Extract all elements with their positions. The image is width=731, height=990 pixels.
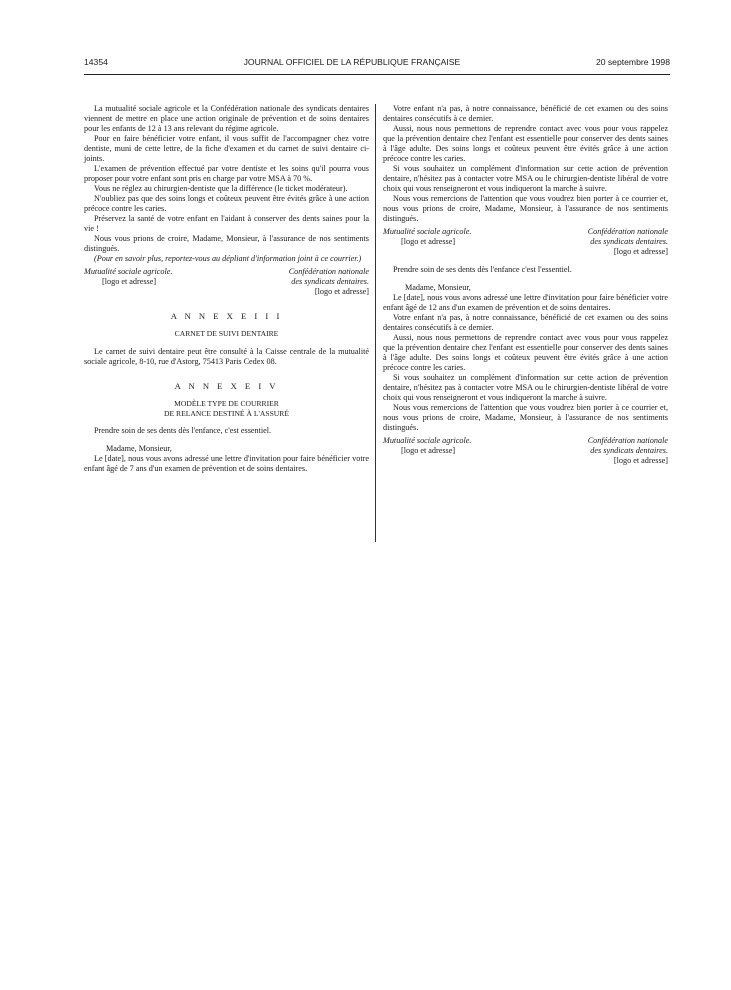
signature-org-msa: Mutualité sociale agricole. (383, 227, 472, 236)
paragraph: Préservez la santé de votre enfant en l'aidant à conserver des dents saines pour la vie ! (84, 214, 369, 233)
publication-date: 20 septembre 1998 (595, 57, 670, 67)
annex-4-title: A N N E X E I V (174, 380, 279, 391)
annex-3-title: A N N E X E I I I (170, 311, 283, 321)
journal-title: JOURNAL OFFICIEL DE LA RÉPUBLIQUE FRANÇAISE (243, 57, 461, 67)
letter-body: Le [date], nous vous avons adressé une lettre d'invitation pour faire bénéficier votre enfant âgé de 7 ans d'un examen de prévention et de soins dentaires. (84, 454, 369, 474)
signature-org-cnsd: Confédération nationale (587, 436, 668, 445)
signature-org-msa: Mutualité sociale agricole. (84, 267, 173, 276)
letter-salutation: Madame, Monsieur, (405, 283, 471, 292)
page-header (84, 57, 670, 67)
annex-3-subtitle-text: CARNET DE SUIVI DENTAIRE (174, 329, 279, 339)
paragraph: N'oubliez pas que des soins longs et coûteux peuvent être évités grâce à une action précoce contre les caries. (84, 194, 369, 213)
left-column (84, 104, 369, 474)
signature-org-cnsd: des syndicats dentaires. (291, 277, 369, 286)
signature-org-msa: Mutualité sociale agricole. (383, 436, 472, 445)
annex-4-subtitle-line: MODÈLE TYPE DE COURRIER (174, 399, 279, 409)
signature-block (84, 267, 369, 297)
annex-4-subtitle-line: DE RELANCE DESTINÉ À L'ASSURÉ (164, 408, 289, 418)
paragraph: Aussi, nous nous permettons de reprendre contact avec vous pour vous rappelez que la prévention dentaire chez l'enfant est essentielle pour conserver des dents saines à l'âge adulte. Des soins longs et coûteux peuvent être évités grâce à une action précoce contre les caries. (383, 333, 668, 372)
column-separator (375, 104, 376, 542)
signature-org-cnsd: des syndicats dentaires. (590, 446, 668, 455)
paragraph: Si vous souhaitez un complément d'information sur cette action de prévention dentaire, n'hésitez pas à contacter votre MSA ou le chirurgien-dentiste libéral de votre choix qui vous renseigneront et vous indiqueront la marche à suivre. (383, 164, 668, 193)
signature-logo-placeholder: [logo et adresse] (401, 237, 456, 246)
paragraph: Le [date], nous vous avons adressé une lettre d'invitation pour faire bénéficier votre enfant âgé de 12 ans d'un examen de prévention et de soins dentaires. (383, 293, 668, 312)
signature-logo-placeholder: [logo et adresse] (613, 247, 668, 256)
right-column (383, 104, 668, 466)
paragraph: Votre enfant n'a pas, à notre connaissance, bénéficié de cet examen ou des soins dentaires consécutifs à ce dernier. (383, 104, 668, 123)
paragraph: Pour en faire bénéficier votre enfant, il vous suffit de l'accompagner chez votre dentiste, muni de cette lettre, de la fiche d'examen et du carnet de suivi dentaire ci-joints. (84, 134, 369, 163)
paragraph: Si vous souhaitez un complément d'information sur cette action de prévention dentaire, n'hésitez pas à contacter votre MSA ou le chirurgien-dentiste libéral de votre choix qui vous renseigneront et vous indiqueront la marche à suivre. (383, 373, 668, 402)
signature-block (383, 436, 668, 466)
letter-salutation: Madame, Monsieur, (106, 444, 172, 454)
signature-org-cnsd: des syndicats dentaires. (590, 237, 668, 246)
paragraph: Aussi, nous nous permettons de reprendre contact avec vous pour vous rappelez que la prévention dentaire chez l'enfant est essentielle pour conserver des dents saines à l'âge adulte. Des soins longs et coûteux peuvent être évités grâce à une action précoce contre les caries. (383, 124, 668, 163)
annex-4-subtitle (84, 399, 369, 418)
letter-intro: Prendre soin de ses dents dès l'enfance c'est l'essentiel. (393, 265, 572, 274)
paragraph: Nous vous prions de croire, Madame, Monsieur, à l'assurance de nos sentiments distingués. (84, 234, 369, 253)
signature-org-cnsd: Confédération nationale (587, 227, 668, 236)
signature-logo-placeholder: [logo et adresse] (401, 446, 456, 455)
letter-intro: Prendre soin de ses dents dès l'enfance, c'est essentiel. (94, 426, 272, 436)
paragraph: L'examen de prévention effectué par votre dentiste et les soins qu'il pourra vous proposer pour votre enfant sont pris en charge par votre MSA à 70 %. (84, 164, 369, 183)
annex-3-subtitle (84, 329, 369, 338)
signature-block (383, 227, 668, 257)
signature-logo-placeholder: [logo et adresse] (102, 277, 157, 286)
signature-logo-placeholder: [logo et adresse] (314, 287, 369, 296)
annex-3-text: Le carnet de suivi dentaire peut être consulté à la Caisse centrale de la mutualité sociale agricole, 8-10, rue d'Astorg, 75413 Paris Cedex 08. (84, 346, 369, 366)
paragraph: Vous ne réglez au chirurgien-dentiste que la différence (le ticket modérateur). (94, 184, 348, 193)
info-note: (Pour en savoir plus, reportez-vous au dépliant d'information joint à ce courrier.) (94, 254, 362, 263)
signature-logo-placeholder: [logo et adresse] (613, 456, 668, 465)
paragraph: Nous vous remercions de l'attention que vous voudrez bien porter à ce courrier et, nous vous prions de croire, Madame, Monsieur, à l'assurance de nos sentiments distingués. (383, 403, 668, 432)
paragraph: Votre enfant n'a pas, à notre connaissance, bénéficié de cet examen ou des soins dentaires consécutifs à ce dernier. (383, 313, 668, 332)
header-rule (84, 74, 670, 75)
page-number: 14354 (84, 57, 108, 67)
signature-org-cnsd: Confédération nationale (288, 267, 369, 276)
paragraph: La mutualité sociale agricole et la Confédération nationale des syndicats dentaires viennent de mettre en place une action originale de prévention et de soins dentaires pour les enfants de 12 à 13 ans relevant du régime agricole. (84, 104, 369, 133)
paragraph: Nous vous remercions de l'attention que vous voudrez bien porter à ce courrier et, nous vous prions de croire, Madame, Monsieur, à l'assurance de nos sentiments distingués. (383, 194, 668, 223)
